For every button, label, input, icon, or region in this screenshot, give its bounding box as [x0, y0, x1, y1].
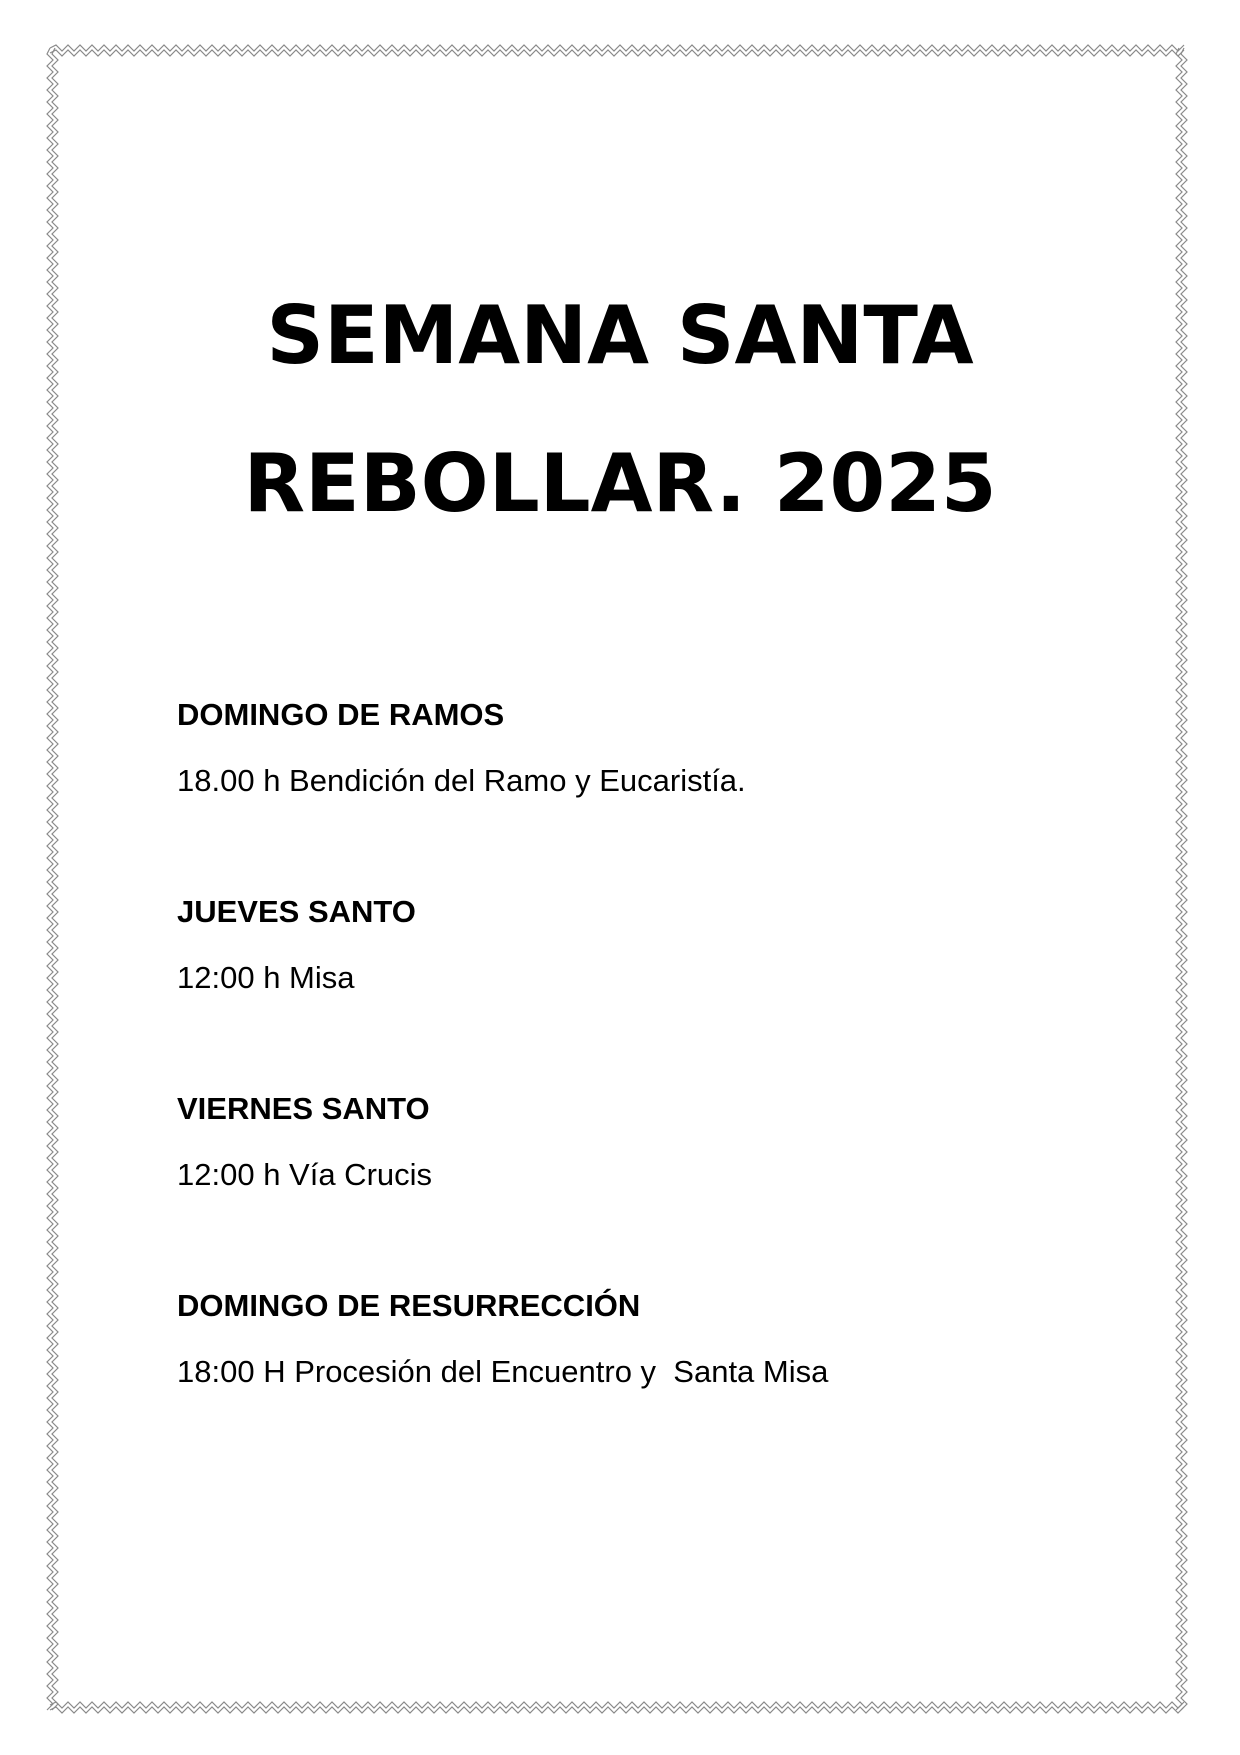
section-schedule-line: 18:00 H Procesión del Encuentro y Santa Misa	[177, 1354, 829, 1389]
section-heading: DOMINGO DE RESURRECCIÓN	[177, 1288, 641, 1323]
section-jueves-santo	[177, 892, 1137, 998]
border-top	[50, 45, 1184, 51]
section-schedule-line: 12:00 h Misa	[177, 960, 355, 995]
section-viernes-santo	[177, 1089, 1137, 1195]
section-heading: DOMINGO DE RAMOS	[177, 697, 505, 732]
page-title	[0, 262, 1240, 558]
section-heading: JUEVES SANTO	[177, 894, 416, 929]
title-line-2: REBOLLAR. 2025	[243, 437, 997, 530]
section-domingo-de-resurreccion	[177, 1286, 1137, 1392]
border-top-inner	[50, 50, 1184, 56]
border-bottom	[50, 1707, 1184, 1713]
section-heading: VIERNES SANTO	[177, 1091, 430, 1126]
section-schedule-line: 12:00 h Vía Crucis	[177, 1157, 433, 1192]
section-domingo-de-ramos	[177, 695, 1137, 801]
section-schedule-line: 18.00 h Bendición del Ramo y Eucaristía.	[177, 763, 746, 798]
title-line-1: SEMANA SANTA	[266, 289, 974, 382]
border-bottom-inner	[50, 1702, 1184, 1708]
